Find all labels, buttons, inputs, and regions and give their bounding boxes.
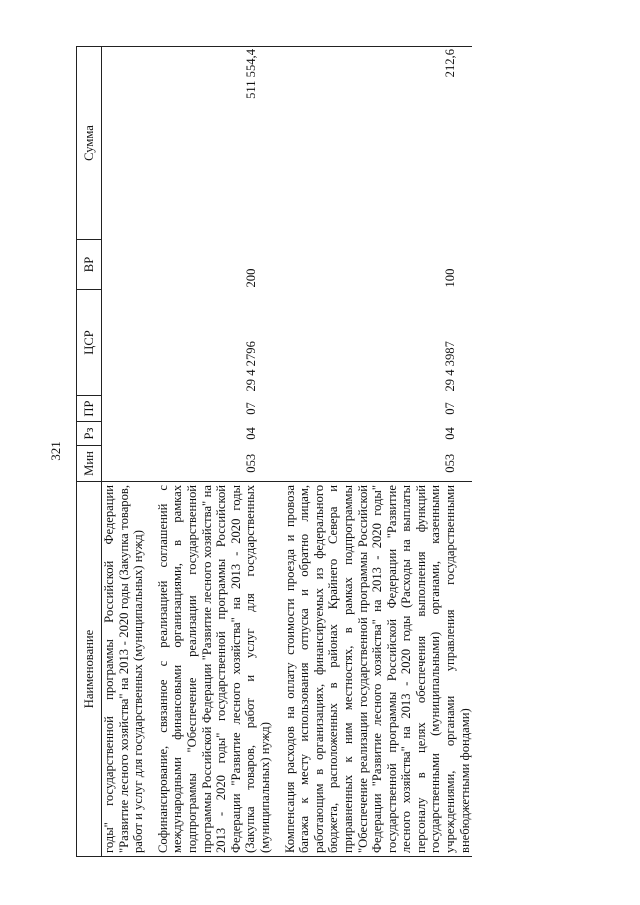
header-name: Наименование bbox=[77, 482, 102, 857]
row-name: Компенсация расходов на оплату стоимости проезда и провоза багажа к месту использования отпуска и обратно лицам, работающим в организациях, финансируемых из федерального бюджета, расположенных в районах Крайнего Севера и приравненных к ним местностях, в рамках подпрограммы "Обеспечение реализации государственной программы Российской Федерации "Развитие лесного хозяйства" на 2013 - 2020 годы" государственной программы Российской Федерации "Развитие лесного хозяйства" на 2013 - 2020 годы (Расходы на выплаты персоналу в целях обеспечения выполнения функций государственными (муниципальными) органами, казенными учреждениями, органами управления государственными внебюджетными фондами) bbox=[283, 482, 473, 857]
rotated-table-container bbox=[76, 47, 604, 857]
row-csr: 29 4 3987 bbox=[442, 341, 457, 392]
header-csr: ЦСР bbox=[77, 290, 102, 396]
budget-table bbox=[76, 46, 472, 857]
row-csr: 29 4 2796 bbox=[243, 341, 258, 392]
row-rz: 04 bbox=[243, 427, 258, 440]
row-vr bbox=[102, 240, 146, 290]
table-header-row bbox=[77, 47, 102, 857]
table-row bbox=[156, 47, 273, 857]
row-min: 053 bbox=[442, 453, 457, 473]
header-pr: ПР bbox=[77, 396, 102, 422]
row-spacer bbox=[146, 47, 156, 857]
row-pr bbox=[102, 396, 146, 422]
header-sum: Сумма bbox=[77, 47, 102, 240]
page-number: 321 bbox=[48, 441, 63, 461]
row-min bbox=[102, 446, 146, 482]
row-rz bbox=[102, 422, 146, 446]
header-min: Мин bbox=[77, 446, 102, 482]
row-pr: 07 bbox=[442, 402, 457, 415]
row-csr bbox=[102, 290, 146, 396]
row-name: Софинансирование, связанное с реализацией соглашений с международными финансовыми организациями, в рамках подпрограммы "Обеспечение реализации государственной программы Российской Федерации "Развитие лесного хозяйства" на 2013 - 2020 годы" государственной программы Российской Федерации "Развитие лесного хозяйства" на 2013 - 2020 годы (Закупка товаров, работ и услуг для государственных (муниципальных) нужд) bbox=[156, 482, 273, 857]
row-name: годы" государственной программы Российской Федерации "Развитие лесного хозяйства" на 2013 - 2020 годы (Закупка товаров, работ и услуг для государственных (муниципальных) нужд) bbox=[102, 482, 146, 857]
header-rz: Рз bbox=[77, 422, 102, 446]
table-row bbox=[102, 47, 146, 857]
row-vr: 100 bbox=[442, 268, 457, 288]
row-spacer bbox=[273, 47, 283, 857]
header-vr: ВР bbox=[77, 240, 102, 290]
row-rz: 04 bbox=[442, 427, 457, 440]
row-sum bbox=[102, 47, 146, 240]
row-min: 053 bbox=[243, 453, 258, 473]
row-pr: 07 bbox=[243, 402, 258, 415]
row-vr: 200 bbox=[243, 268, 258, 288]
row-sum: 212,6 bbox=[283, 47, 473, 240]
table-row bbox=[283, 47, 473, 857]
row-sum: 511 554,4 bbox=[156, 47, 273, 240]
